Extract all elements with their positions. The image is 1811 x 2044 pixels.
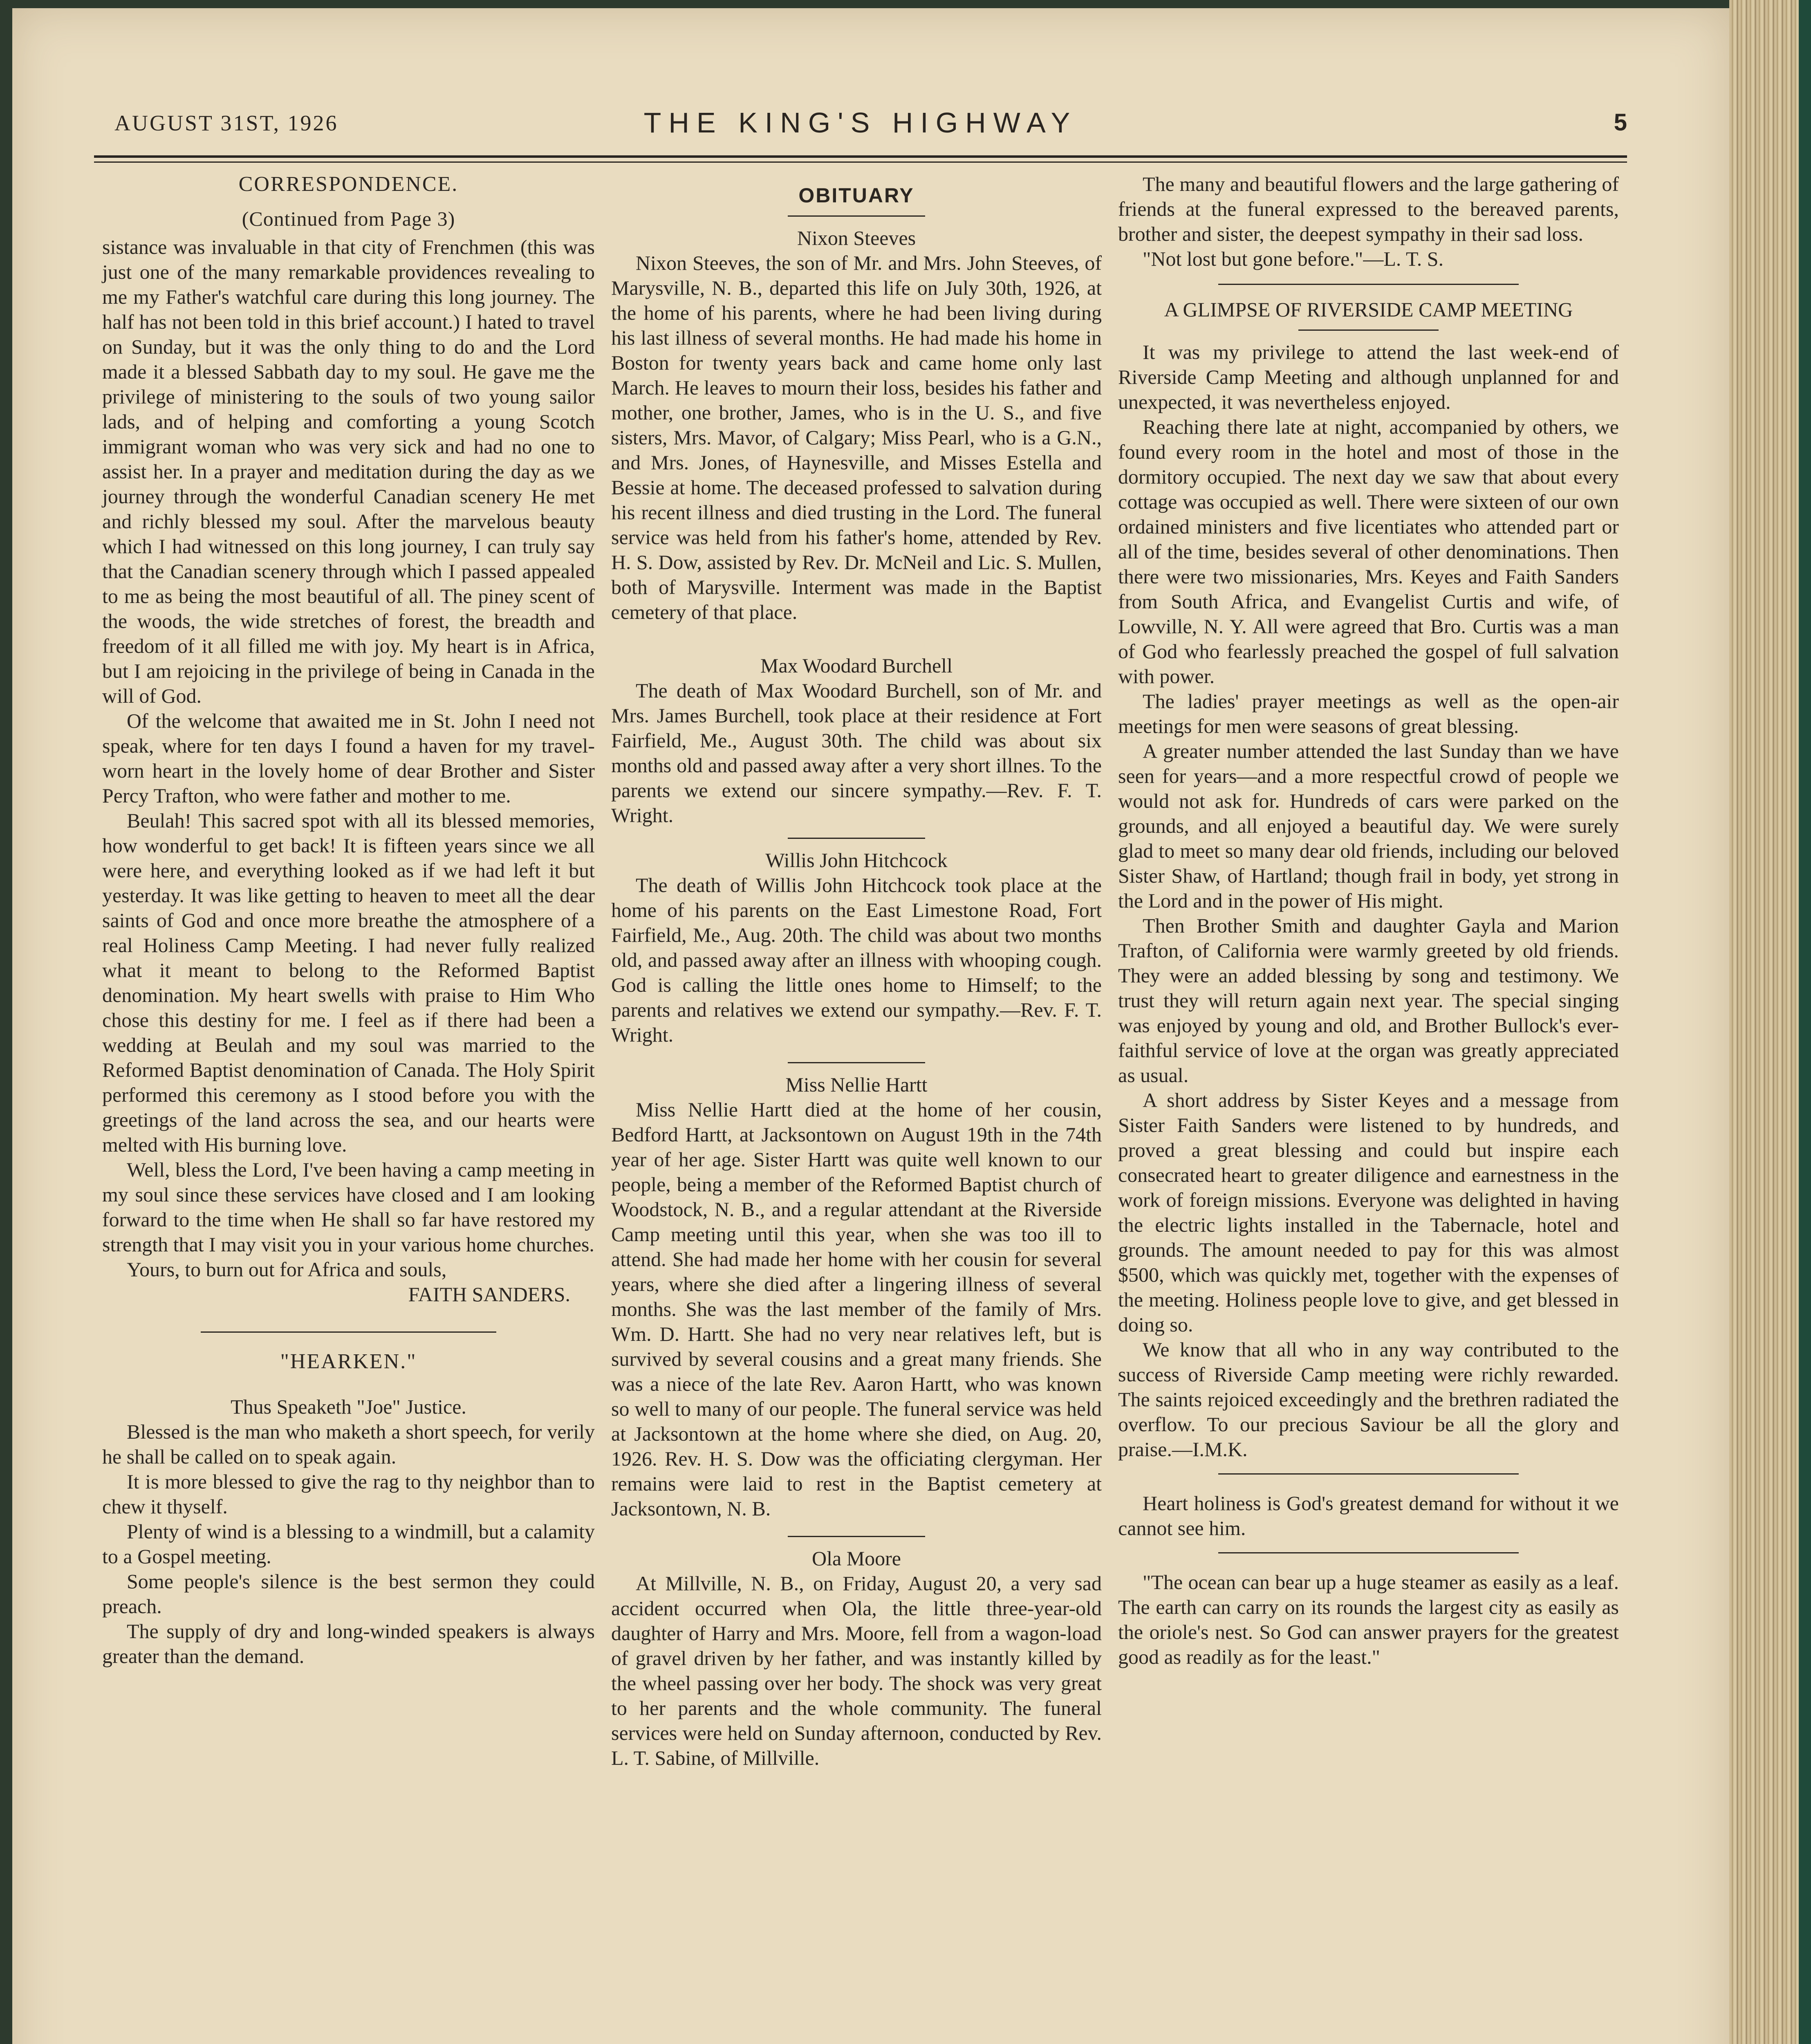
divider <box>788 215 925 217</box>
section-heading: A GLIMPSE OF RIVERSIDE CAMP MEETING <box>1164 298 1573 321</box>
obituary-text: Miss Nellie Hartt died at the home of her cousin, Bedford Hartt, at Jacksontown on August 19th in the 74th year of her age. Sister Hartt was quite well known to our people, being a member of the Reformed Baptist church of Woodstock, N. B., and a regular attendant at the Riverside Camp meeting until this year, when she was too ill to attend. She had made her home with her cousin for several years, where she died after a lingering illness of several months. She was the last member of the family of Mrs. Wm. D. Hartt. She had no very near relatives left, but is survived by several cousins and a great many friends. She was a niece of the late Rev. Aaron Hartt, who was known so well to many of our people. The funeral service was held at Jacksontown at the home where she died, on Aug. 20, 1926. Rev. H. S. Dow was the officiating clergyman. Her remains were laid to rest in the Baptist cemetery at Jacksontown, N. B. <box>611 1098 1102 1520</box>
issue-date: AUGUST 31ST, 1926 <box>114 111 338 135</box>
paragraph: Reaching there late at night, accompanied by others, we found every room in the hotel and most of those in the dormitory occupied. The next day we saw that about every cottage was occupied as well. There were sixteen of our own ordained ministers and five licentiates who attended part or all of the time, besides several of other denominations. Then there were two missionaries, Mrs. Keyes and Faith Sanders from South Africa, and Evangelist Curtis and wife, of Lowville, N. Y. All were agreed that Bro. Curtis was a man of God who fearlessly preached the gospel of full salvation with power. <box>1118 415 1619 688</box>
publication-title: THE KING'S HIGHWAY <box>643 107 1078 139</box>
section-subheading: Thus Speaketh "Joe" Justice. <box>231 1395 466 1418</box>
paragraph: It is more blessed to give the rag to thy neighbor than to chew it thyself. <box>102 1470 595 1518</box>
obituary-name: Max Woodard Burchell <box>760 654 953 677</box>
signature: FAITH SANDERS. <box>408 1283 570 1306</box>
paragraph: The supply of dry and long-winded speakers is always greater than the demand. <box>102 1620 595 1667</box>
section-heading: OBITUARY <box>798 184 914 207</box>
paragraph: Some people's silence is the best sermon they could preach. <box>102 1570 595 1618</box>
header-rule-thin <box>94 161 1627 163</box>
section-subheading: (Continued from Page 3) <box>242 207 455 230</box>
divider <box>788 838 925 839</box>
divider <box>1298 329 1439 331</box>
page-number: 5 <box>1614 109 1627 136</box>
paragraph: "Not lost but gone before."—L. T. S. <box>1143 247 1444 270</box>
obituary-text: Nixon Steeves, the son of Mr. and Mrs. John Steeves, of Marysville, N. B., departed this life on July 30th, 1926, at the home of his parents, where he had been living during his last illness of several months. He had made his home in Boston for twenty years back and came home only last March. He leaves to mourn their loss, besides his father and mother, one brother, James, who is in the U. S., and five sisters, Mrs. Mavor, of Calgary; Miss Pearl, who is a G.N., and Mrs. Jones, of Haynesville, and Misses Estella and Bessie at home. The deceased professed to salvation during his recent illness and died trusting in the Lord. The funeral service was held from his father's home, attended by Rev. H. S. Dow, assisted by Rev. Dr. McNeil and Lic. S. Mullen, both of Marysville. Interment was made in the Baptist cemetery of that place. <box>611 251 1102 623</box>
obituary-name: Nixon Steeves <box>797 226 916 249</box>
column-obituary <box>611 172 1102 1771</box>
paragraph: Beulah! This sacred spot with all its blessed memories, how wonderful to get back! It is fifteen years since we all were here, and everything looked as if we had left it but yesterday. It was like getting to heaven to meet all the dear saints of God and once more breathe the atmosphere of a real Holiness Camp Meeting. I had never fully realized what it meant to belong to the Reformed Baptist denomination. My heart swells with praise to Him Who chose this destiny for me. I feel as if there had been a wedding at Beulah and my soul was married to the Reformed Baptist denomination of Canada. The Holy Spirit performed this ceremony as I stood before you with the greetings of the land across the sea, and our hearts were melted with His burning love. <box>102 809 595 1156</box>
book-cover-edge <box>1799 0 1811 2044</box>
obituary-text: The death of Willis John Hitchcock took place at the home of his parents on the East Limestone Road, Fort Fairfield, Me., Aug. 20th. The child was about two months old, and passed away after an illness with whooping cough. God is calling the little ones home to Himself; to the parents and relatives we extend our sympathy.—Rev. F. T. Wright. <box>611 874 1102 1046</box>
column-camp-meeting <box>1118 172 1619 1670</box>
paragraph: A greater number attended the last Sunday than we have seen for years—and a more respectful crowd of people we would not ask for. Hundreds of cars were parked on the grounds, and all enjoyed a beautiful day. We were surely glad to meet so many dear old friends, including our beloved Sister Shaw, of Hartland; though frail in body, yet strong in the Lord and in the power of His might. <box>1118 740 1619 912</box>
spacer <box>611 625 1102 653</box>
page-header <box>94 106 1627 151</box>
divider <box>1218 284 1519 285</box>
paragraph: It was my privilege to attend the last week-end of Riverside Camp Meeting and although unplanned for and unexpected, it was nevertheless enjoyed. <box>1118 341 1619 413</box>
divider <box>1218 1473 1519 1475</box>
divider <box>1218 1552 1519 1553</box>
divider <box>201 1331 496 1333</box>
paragraph: sistance was invaluable in that city of Frenchmen (this was just one of the many remarkable providences revealing to me my Father's watchful care during this long journey. The half has not been told in this brief account.) I hated to travel on Sunday, but it was the only thing to do and the Lord made it a blessed Sabbath day to my soul. He gave me the privilege of ministering to the souls of two young sailor lads, and of helping and comforting a young Scotch immigrant woman who was very sick and had no one to assist her. In a prayer and meditation during the day as we journey through the wonderful Canadian scenery He met and richly blessed my soul. After the marvelous beauty which I had witnessed on this long journey, I can truly say that the Canadian scenery through which I passed appealed to me as being the most beautiful of all. The piney scent of the woods, the wide stretches of forest, the breadth and freedom of it all filled me with joy. My heart is in Africa, but I am rejoicing in the privilege of being in Canada in the will of God. <box>102 235 595 707</box>
obituary-name: Ola Moore <box>812 1547 901 1570</box>
paragraph: Well, bless the Lord, I've been having a camp meeting in my soul since these services have closed and I am looking forward to the time when He shall so far have restored my strength that I may visit you in your various home churches. <box>102 1158 595 1256</box>
paragraph: The ladies' prayer meetings as well as the open-air meetings for men were seasons of great blessing. <box>1118 690 1619 737</box>
column-correspondence <box>102 172 595 1669</box>
divider <box>788 1536 925 1537</box>
paragraph: Blessed is the man who maketh a short speech, for verily he shall be called on to speak again. <box>102 1420 595 1468</box>
obituary-name: Willis John Hitchcock <box>765 849 948 872</box>
obituary-name: Miss Nellie Hartt <box>785 1073 928 1096</box>
filler-paragraph: "The ocean can bear up a huge steamer as easily as a leaf. The earth can carry on its rounds the largest city as easily as the oriole's nest. So God can answer prayers for the greatest good as readily as for the least." <box>1118 1571 1619 1668</box>
paragraph: Plenty of wind is a blessing to a windmill, but a calamity to a Gospel meeting. <box>102 1520 595 1568</box>
header-rule-thick <box>94 155 1627 158</box>
paragraph: The many and beautiful flowers and the large gathering of friends at the funeral expressed to the bereaved parents, brother and sister, the deepest sympathy in their sad loss. <box>1118 173 1619 245</box>
paragraph: Then Brother Smith and daughter Gayla and Marion Trafton, of California were warmly greeted by old friends. They were an added blessing by song and testimony. We trust they will return again next year. The special singing was enjoyed by young and old, and Brother Bullock's ever-faithful service of love at the organ was greatly appreciated as usual. <box>1118 914 1619 1087</box>
section-heading: "HEARKEN." <box>280 1350 417 1373</box>
divider <box>788 1062 925 1063</box>
paragraph: Of the welcome that awaited me in St. John I need not speak, where for ten days I found a haven for my travel-worn heart in the lovely home of dear Brother and Sister Percy Trafton, who were father and mother to me. <box>102 709 595 807</box>
paragraph: We know that all who in any way contributed to the success of Riverside Camp meeting were richly rewarded. The saints rejoiced exceedingly and the brethren radiated the overflow. To our precious Saviour be all the glory and praise.—I.M.K. <box>1118 1338 1619 1461</box>
paragraph: Yours, to burn out for Africa and souls, <box>127 1258 447 1281</box>
section-heading: CORRESPONDENCE. <box>238 173 459 196</box>
obituary-text: The death of Max Woodard Burchell, son of Mr. and Mrs. James Burchell, took place at their residence at Fort Fairfield, Me., August 30th. The child was about six months old and passed away after a very short illnes. To the parents we extend our sincere sympathy.—Rev. F. T. Wright. <box>611 679 1102 827</box>
filler-paragraph: Heart holiness is God's greatest demand for without it we cannot see him. <box>1118 1492 1619 1540</box>
obituary-text: At Millville, N. B., on Friday, August 20, a very sad accident occurred when Ola, the little three-year-old daughter of Harry and Mrs. Moore, fell from a wagon-load of gravel driven by her father, and was instantly killed by the wheel passing over her body. The shock was very great to her parents and the whole community. The funeral services were held on Sunday afternoon, conducted by Rev. L. T. Sabine, of Millville. <box>611 1572 1102 1769</box>
paragraph: A short address by Sister Keyes and a message from Sister Faith Sanders were listened to by hundreds, and proved a great blessing and could but inspire each consecrated heart to greater diligence and earnestness in the work of foreign missions. Everyone was delighted in having the electric lights installed in the Tabernacle, hotel and grounds. The amount needed to pay for this was almost $500, which was quickly met, together with the expenses of the meeting. Holiness people love to give, and get blessed in doing so. <box>1118 1089 1619 1336</box>
